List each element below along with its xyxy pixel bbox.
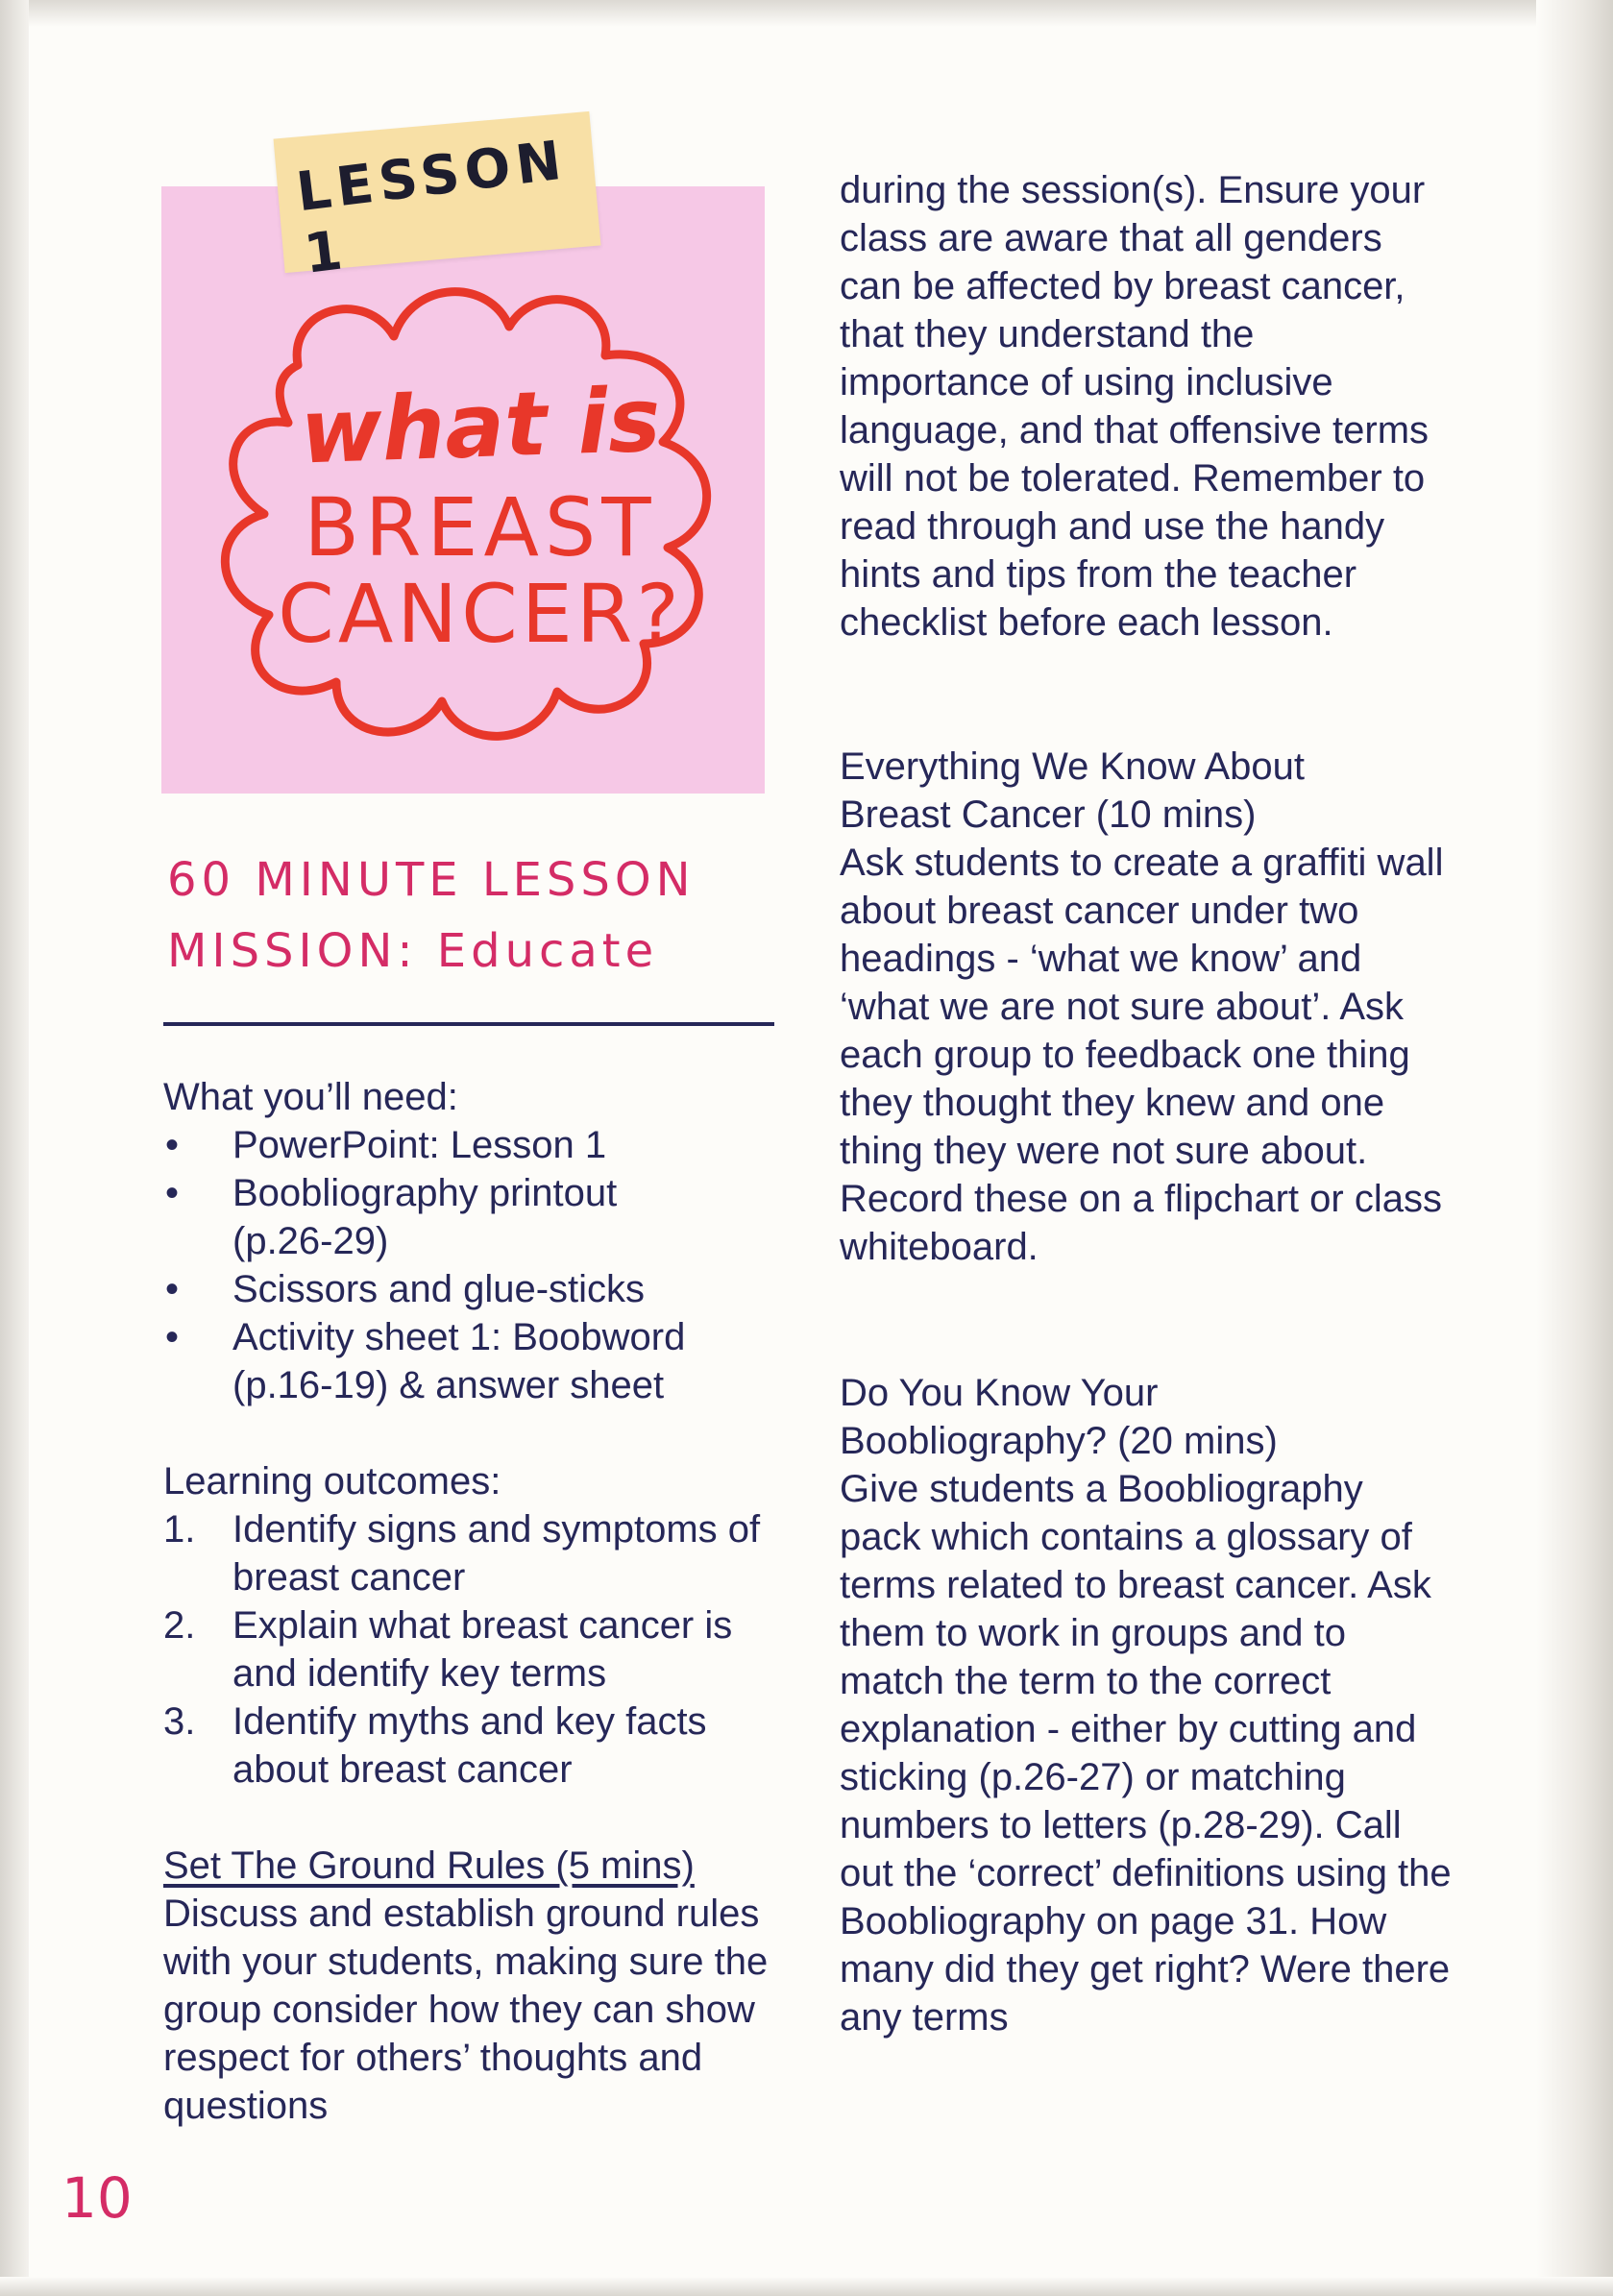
everything-title: Everything We Know About Breast Cancer (10 mins) [840,745,1305,836]
list-item: • Scissors and glue-sticks [163,1265,788,1313]
needs-section [163,1073,788,1409]
boobliography-section [840,1369,1454,2041]
list-item: • PowerPoint: Lesson 1 [163,1121,788,1169]
page-edge-left [0,0,29,2296]
cloud-text-line1: what is [298,368,663,484]
boobliography-title: Do You Know Your Boobliography? (20 mins) [840,1372,1278,1462]
page-edge-top [0,0,1613,27]
list-item-text: Explain what breast cancer is and identify key terms [232,1604,733,1695]
list-item [163,1698,790,1794]
list-item-text: Identify signs and symptoms of breast cancer [232,1508,761,1599]
boobliography-body: Give students a Boobliography pack which contains a glossary of terms related to breast cancer. Ask them to work in groups and to match the term to the correct explanation - either by cutting and sticking (p.26-27) or matching numbers to letters (p.28-29). Call out the ‘correct’ definitions using the Boobliography on page 31. How many did they get right? Were there any terms [840,1468,1452,2039]
outcomes-title: Learning outcomes: [163,1460,501,1502]
lesson-tape-label: LESSON 1 [293,129,571,286]
cloud-text-line2: BREAST [304,480,657,574]
list-number: 3. [163,1700,196,1743]
list-item [163,1601,770,1698]
intro-paragraph: during the session(s). Ensure your class are aware that all genders can be affected by breast cancer, that they understand the importance of using inclusive language, and that offensive terms will not be tolerated. Remember to read through and use the handy hints and tips from the teacher checklist before each lesson. [840,169,1430,644]
outcomes-list [163,1505,788,1794]
list-item: • Activity sheet 1: Boobword (p.16-19) & answer sheet [163,1313,780,1409]
right-intro [840,166,1454,647]
list-item-text: Identify myths and key facts about breast cancer [232,1700,707,1791]
divider-rule [163,1022,774,1026]
list-item [163,1505,790,1601]
ground-rules-section [163,1842,778,2130]
everything-body: Ask students to create a graffiti wall about breast cancer under two headings - ‘what we know’ and ‘what we are not sure about’. Ask each group to feedback one thing they thought they knew and one thing they were not sure about. Record these on a flipchart or class whiteboard. [840,842,1444,1268]
lesson-duration-heading: 60 MINUTE LESSON [167,853,696,907]
page-number: 10 [61,2165,133,2231]
page-edge-right [1536,0,1613,2296]
everything-section [840,743,1454,1271]
page-edge-bottom [0,2277,1613,2296]
lesson-mission-heading: MISSION: Educate [167,924,659,978]
needs-list [163,1121,788,1409]
ground-rules-body: Discuss and establish ground rules with your students, making sure the group consider how they can show respect for others’ thoughts and questions [163,1893,769,2127]
list-number: 1. [163,1508,196,1551]
outcomes-section [163,1457,788,1794]
needs-title: What you’ll need: [163,1076,458,1118]
cloud-text-line3: CANCER? [278,567,683,661]
ground-rules-title: Set The Ground Rules (5 mins) [163,1844,695,1887]
list-number: 2. [163,1604,196,1647]
list-item: • Boobliography printout (p.26-29) [163,1169,684,1265]
